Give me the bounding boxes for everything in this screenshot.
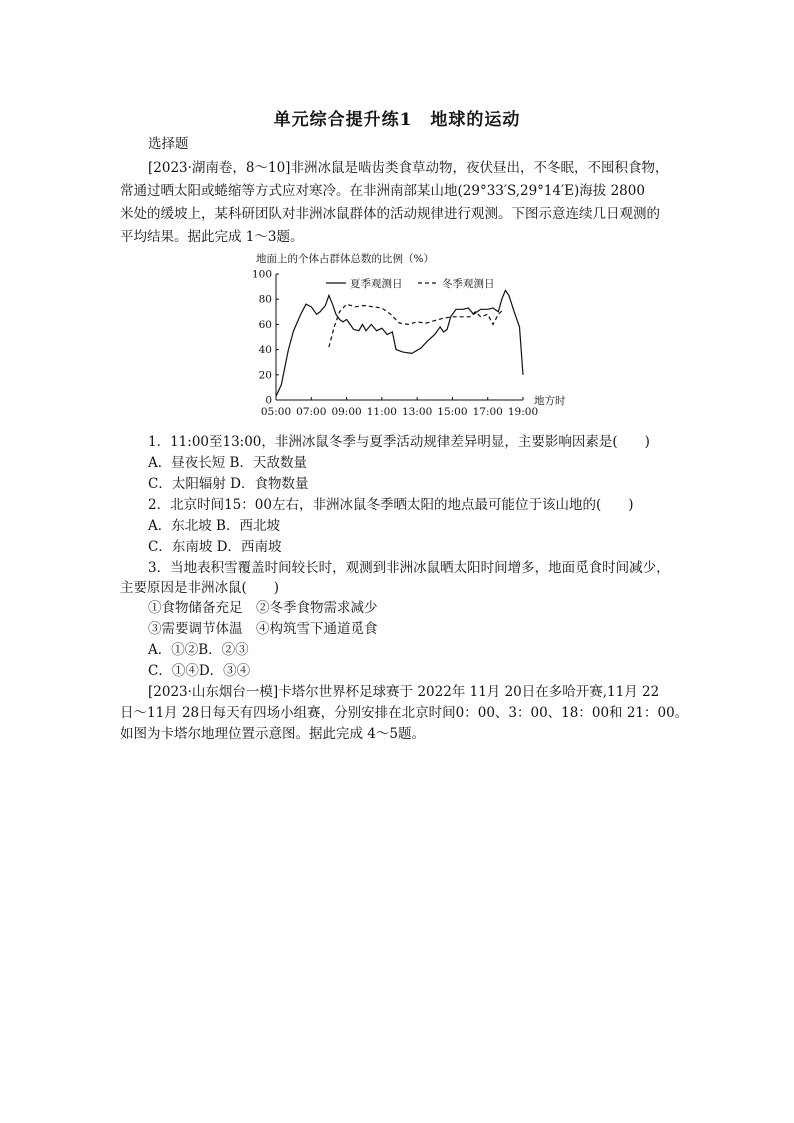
intro1-line-4: 平均结果。据此完成 1～3题。	[120, 229, 304, 245]
q1-options-cd: C．太阳辐射 D．食物数量	[148, 476, 309, 492]
y-tick-label: 80	[258, 293, 272, 306]
q2-options-cd: C．东南坡 D．西南坡	[148, 539, 282, 555]
q3-stem-line-2: 主要原因是非洲冰鼠( )	[120, 580, 280, 596]
x-tick-label: 19:00	[507, 406, 539, 418]
y-tick-label: 0	[265, 394, 272, 407]
q2-options-ab: A．东北坡 B．西北坡	[148, 518, 280, 534]
intro1-line-3: 米处的缓坡上，某科研团队对非洲冰鼠群体的活动规律进行观测。下图示意连续几日观测的	[120, 206, 660, 222]
section-heading: 选择题	[148, 136, 189, 152]
x-tick-label: 11:00	[366, 406, 397, 418]
q3-items-line-2: ③需要调节体温 ④构筑雪下通道觅食	[148, 621, 378, 637]
intro1-line-1: [2023·湖南卷，8～10]非洲冰鼠是啮齿类食草动物，夜伏昼出，不冬眠，不囤积食物，	[148, 160, 669, 176]
x-tick-label: 17:00	[472, 406, 503, 418]
legend-summer-label: 夏季观测日	[350, 278, 403, 290]
activity-chart	[248, 250, 578, 422]
chart-legend	[326, 277, 495, 290]
y-tick-label: 40	[258, 344, 272, 357]
winter-series-line	[329, 304, 504, 347]
q3-items-line-1: ①食物储备充足 ②冬季食物需求减少	[148, 600, 378, 616]
intro2-line-2: 日～11月 28日每天有四场小组赛，分别安排在北京时间0：00、3：00、18：00和 21：00。	[120, 705, 689, 721]
x-tick-label: 13:00	[402, 406, 433, 418]
q1-stem: 1．11:00至13:00，非洲冰鼠冬季与夏季活动规律差异明显，主要影响因素是( )	[148, 434, 650, 450]
intro2-line-3: 如图为卡塔尔地理位置示意图。据此完成 4～5题。	[120, 726, 425, 742]
y-tick-label: 60	[258, 318, 272, 331]
intro1-line-2: 常通过晒太阳或蜷缩等方式应对寒冷。在非洲南部某山地(29°33′S,29°14′E)海拔 2800	[120, 183, 645, 199]
q3-options-ab: A．①②B．②③	[148, 642, 249, 658]
q3-options-cd: C．①④D．③④	[148, 663, 251, 679]
legend-winter-label: 冬季观测日	[442, 278, 495, 290]
x-tick-label: 05:00	[260, 406, 292, 418]
page-title: 单元综合提升练1 地球的运动	[273, 110, 521, 130]
q3-stem-line-1: 3．当地表积雪覆盖时间较长时，观测到非洲冰鼠晒太阳时间增多，地面觅食时间减少，	[148, 560, 670, 576]
intro2-line-1: [2023·山东烟台一模]卡塔尔世界杯足球赛于 2022年 11月 20日在多哈开赛,11月 22	[148, 684, 660, 700]
chart-title: 地面上的个体占群体总数的比例（%）	[256, 253, 434, 265]
x-axis-label: 地方时	[534, 395, 566, 407]
summer-series-line	[276, 290, 523, 396]
x-tick-label: 07:00	[296, 406, 327, 418]
x-tick-label: 15:00	[437, 406, 468, 418]
y-tick-label: 100	[251, 268, 272, 281]
q1-options-ab: A．昼夜长短 B．天敌数量	[148, 455, 307, 471]
q2-stem: 2．北京时间15：00左右，非洲冰鼠冬季晒太阳的地点最可能位于该山地的( )	[148, 497, 634, 513]
y-tick-label: 20	[258, 369, 272, 382]
x-tick-label: 09:00	[331, 406, 362, 418]
y-axis-ticks	[252, 269, 279, 407]
